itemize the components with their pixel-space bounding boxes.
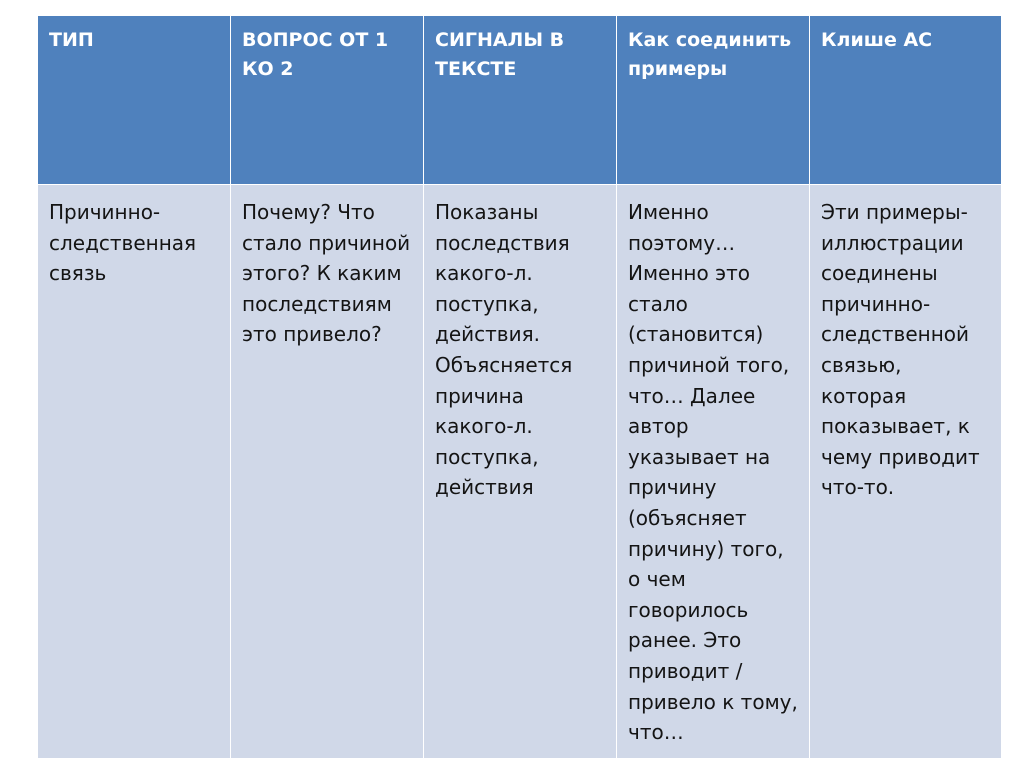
table-header-row	[38, 16, 1002, 185]
cell-type: Причинно-следственная связь	[38, 185, 231, 759]
cell-signals: Показаны последствия какого-л. поступка, действия. Объясняется причина какого-л. поступка, действия	[424, 185, 617, 759]
header-question: ВОПРОС ОТ 1 КО 2	[231, 16, 424, 185]
cell-connection: Именно поэтому… Именно это стало (становится) причиной того, что… Далее автор указывает на причину (объясняет причину) того, о чем говорилось ранее. Это приводит / привело к тому, что…	[617, 185, 810, 759]
cell-cliche: Эти примеры-иллюстрации соединены причинно-следственной связью, которая показывает, к чему приводит что-то.	[810, 185, 1002, 759]
header-signals: СИГНАЛЫ В ТЕКСТЕ	[424, 16, 617, 185]
header-connection: Как соединить примеры	[617, 16, 810, 185]
comparison-table	[37, 15, 1002, 759]
cell-question: Почему? Что стало причиной этого? К каким последствиям это привело?	[231, 185, 424, 759]
table-row	[38, 185, 1002, 759]
header-cliche: Клише АС	[810, 16, 1002, 185]
header-type: ТИП	[38, 16, 231, 185]
